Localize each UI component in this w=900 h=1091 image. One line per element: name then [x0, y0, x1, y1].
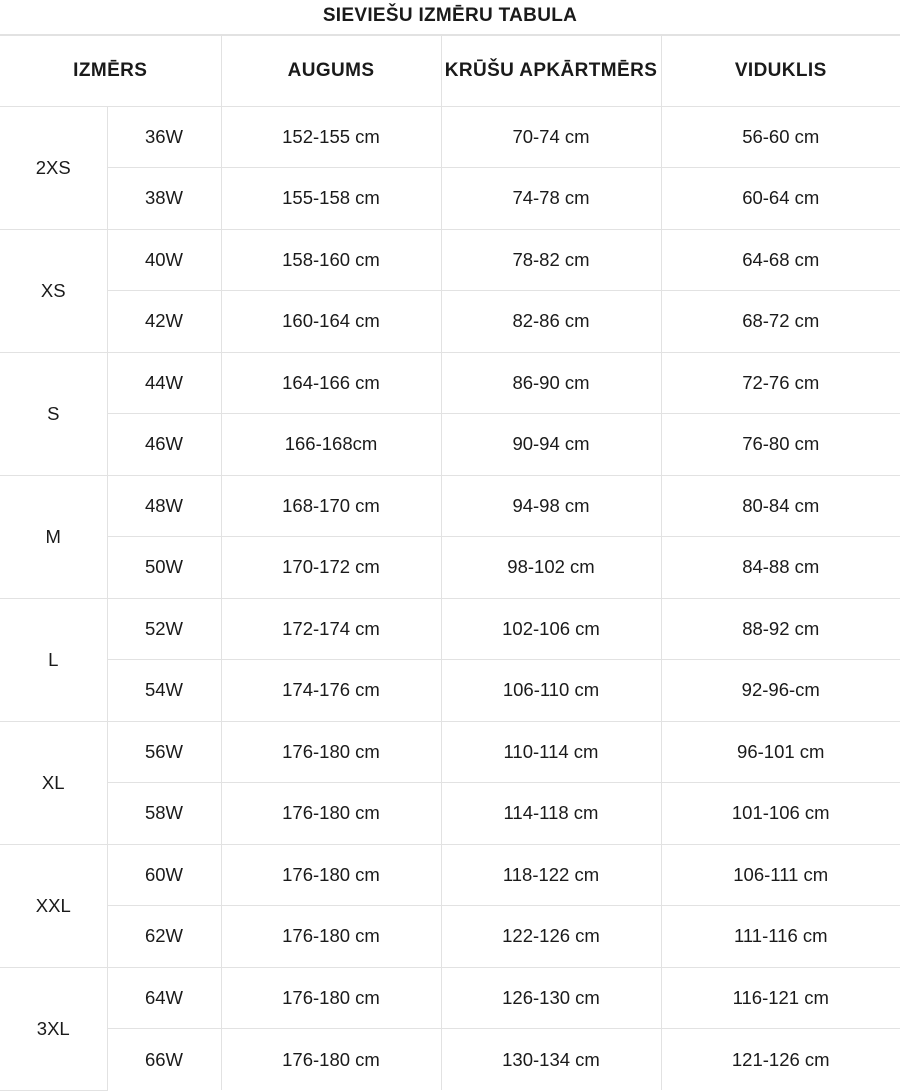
chest-range: 78-82 cm [441, 229, 661, 291]
chest-range: 70-74 cm [441, 106, 661, 168]
height-range: 152-155 cm [221, 106, 441, 168]
table-row [0, 229, 900, 291]
chest-range: 98-102 cm [441, 537, 661, 599]
table-row [0, 352, 900, 414]
height-range: 164-166 cm [221, 352, 441, 414]
size-code: 60W [107, 844, 221, 906]
table-row [0, 168, 900, 230]
height-range: 168-170 cm [221, 475, 441, 537]
waist-range: 88-92 cm [661, 598, 900, 660]
height-range: 170-172 cm [221, 537, 441, 599]
table-row [0, 721, 900, 783]
size-code: 46W [107, 414, 221, 476]
size-label: XS [0, 229, 107, 352]
header-height: AUGUMS [221, 36, 441, 106]
table-body [0, 106, 900, 1090]
size-code: 38W [107, 168, 221, 230]
table-row [0, 844, 900, 906]
size-code: 44W [107, 352, 221, 414]
table-row [0, 414, 900, 476]
height-range: 176-180 cm [221, 844, 441, 906]
size-label: L [0, 598, 107, 721]
size-code: 36W [107, 106, 221, 168]
table-row [0, 291, 900, 353]
waist-range: 60-64 cm [661, 168, 900, 230]
table-row [0, 783, 900, 845]
size-code: 50W [107, 537, 221, 599]
height-range: 176-180 cm [221, 906, 441, 968]
size-code: 56W [107, 721, 221, 783]
chest-range: 90-94 cm [441, 414, 661, 476]
waist-range: 111-116 cm [661, 906, 900, 968]
table-row [0, 660, 900, 722]
height-range: 166-168cm [221, 414, 441, 476]
chest-range: 102-106 cm [441, 598, 661, 660]
waist-range: 72-76 cm [661, 352, 900, 414]
size-code: 66W [107, 1029, 221, 1091]
height-range: 172-174 cm [221, 598, 441, 660]
height-range: 176-180 cm [221, 1029, 441, 1091]
header-row [0, 36, 900, 106]
size-label: XL [0, 721, 107, 844]
size-code: 58W [107, 783, 221, 845]
chest-range: 122-126 cm [441, 906, 661, 968]
size-code: 54W [107, 660, 221, 722]
height-range: 176-180 cm [221, 967, 441, 1029]
height-range: 155-158 cm [221, 168, 441, 230]
size-code: 48W [107, 475, 221, 537]
waist-range: 64-68 cm [661, 229, 900, 291]
table-row [0, 1029, 900, 1091]
header-size: IZMĒRS [0, 36, 221, 106]
waist-range: 121-126 cm [661, 1029, 900, 1091]
header-waist: VIDUKLIS [661, 36, 900, 106]
height-range: 174-176 cm [221, 660, 441, 722]
table-row [0, 106, 900, 168]
height-range: 176-180 cm [221, 721, 441, 783]
chest-range: 82-86 cm [441, 291, 661, 353]
table-row [0, 598, 900, 660]
waist-range: 68-72 cm [661, 291, 900, 353]
waist-range: 80-84 cm [661, 475, 900, 537]
size-chart-table [0, 36, 900, 1091]
table-row [0, 906, 900, 968]
waist-range: 116-121 cm [661, 967, 900, 1029]
waist-range: 76-80 cm [661, 414, 900, 476]
chest-range: 94-98 cm [441, 475, 661, 537]
size-label: S [0, 352, 107, 475]
waist-range: 92-96-cm [661, 660, 900, 722]
chest-range: 126-130 cm [441, 967, 661, 1029]
size-code: 62W [107, 906, 221, 968]
waist-range: 96-101 cm [661, 721, 900, 783]
size-code: 42W [107, 291, 221, 353]
chest-range: 106-110 cm [441, 660, 661, 722]
size-label: 3XL [0, 967, 107, 1090]
chest-range: 118-122 cm [441, 844, 661, 906]
size-label: XXL [0, 844, 107, 967]
chest-range: 114-118 cm [441, 783, 661, 845]
header-chest: KRŪŠU APKĀRTMĒRS [441, 36, 661, 106]
waist-range: 84-88 cm [661, 537, 900, 599]
table-row [0, 537, 900, 599]
chest-range: 110-114 cm [441, 721, 661, 783]
table-row [0, 967, 900, 1029]
page-title: SIEVIEŠU IZMĒRU TABULA [0, 0, 900, 36]
chest-range: 74-78 cm [441, 168, 661, 230]
size-code: 40W [107, 229, 221, 291]
chest-range: 86-90 cm [441, 352, 661, 414]
size-label: 2XS [0, 106, 107, 229]
size-code: 52W [107, 598, 221, 660]
size-code: 64W [107, 967, 221, 1029]
waist-range: 56-60 cm [661, 106, 900, 168]
height-range: 158-160 cm [221, 229, 441, 291]
height-range: 160-164 cm [221, 291, 441, 353]
size-label: M [0, 475, 107, 598]
waist-range: 101-106 cm [661, 783, 900, 845]
waist-range: 106-111 cm [661, 844, 900, 906]
chest-range: 130-134 cm [441, 1029, 661, 1091]
height-range: 176-180 cm [221, 783, 441, 845]
table-row [0, 475, 900, 537]
